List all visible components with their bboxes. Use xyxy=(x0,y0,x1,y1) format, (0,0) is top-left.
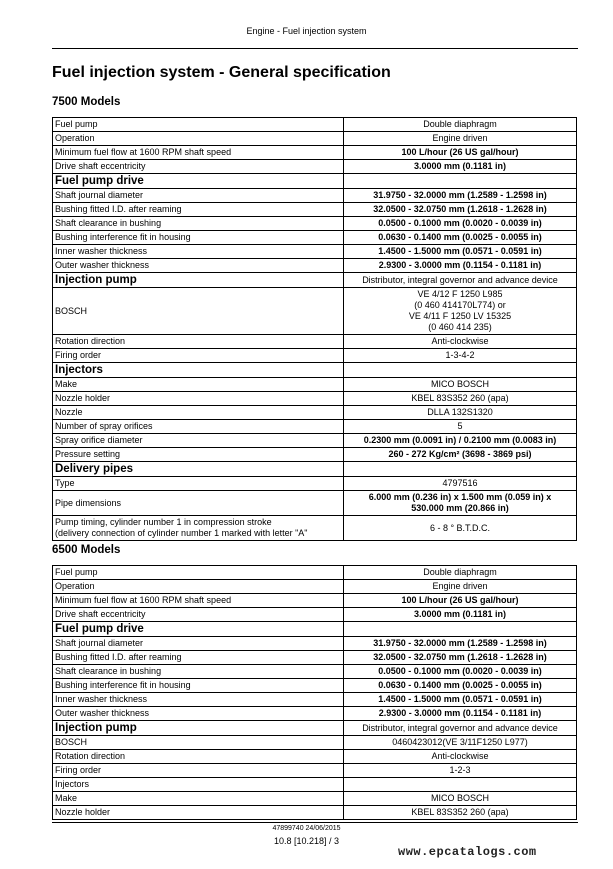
spec-value: 32.0500 - 32.0750 mm (1.2618 - 1.2628 in) xyxy=(344,651,577,665)
spec-row xyxy=(53,146,577,160)
spec-value: 260 - 272 Kg/cm² (3698 - 3869 psi) xyxy=(344,448,577,462)
spec-value: 0.2300 mm (0.0091 in) / 0.2100 mm (0.0083 in) xyxy=(344,434,577,448)
footer-rule xyxy=(52,822,578,823)
spec-label: BOSCH xyxy=(53,736,344,750)
subsection-heading: Injection pump xyxy=(53,273,344,288)
spec-value: KBEL 83S352 260 (apa) xyxy=(344,806,577,820)
spec-value: Anti-clockwise xyxy=(344,750,577,764)
spec-value-line: 530.000 mm (20.866 in) xyxy=(411,503,509,513)
spec-label: Inner washer thickness xyxy=(53,693,344,707)
spec-value: MICO BOSCH xyxy=(344,378,577,392)
spec-label: Fuel pump xyxy=(53,118,344,132)
spec-label: Rotation direction xyxy=(53,335,344,349)
spec-row xyxy=(53,736,577,750)
spec-row xyxy=(53,118,577,132)
spec-label: Drive shaft eccentricity xyxy=(53,160,344,174)
spec-label: Rotation direction xyxy=(53,750,344,764)
spec-label: Make xyxy=(53,792,344,806)
subsection-row xyxy=(53,622,577,637)
spec-value: 3.0000 mm (0.1181 in) xyxy=(344,608,577,622)
spec-row xyxy=(53,778,577,792)
spec-value-line: VE 4/11 F 1250 LV 15325 xyxy=(408,311,512,321)
spec-label: Injectors xyxy=(53,778,344,792)
spec-label: Shaft journal diameter xyxy=(53,637,344,651)
subsection-heading: Delivery pipes xyxy=(53,462,344,477)
spec-row xyxy=(53,288,577,335)
subsection-row xyxy=(53,273,577,288)
spec-row xyxy=(53,637,577,651)
spec-value: KBEL 83S352 260 (apa) xyxy=(344,392,577,406)
spec-label: Nozzle xyxy=(53,406,344,420)
spec-row xyxy=(53,231,577,245)
spec-label-line: Pump timing, cylinder number 1 in compression stroke xyxy=(55,517,272,527)
spec-label: Nozzle holder xyxy=(53,392,344,406)
subsection-heading: Fuel pump drive xyxy=(53,174,344,189)
spec-label: Spray orifice diameter xyxy=(53,434,344,448)
spec-value: MICO BOSCH xyxy=(344,792,577,806)
spec-value: 31.9750 - 32.0000 mm (1.2589 - 1.2598 in) xyxy=(344,189,577,203)
spec-label: Minimum fuel flow at 1600 RPM shaft speed xyxy=(53,146,344,160)
spec-row xyxy=(53,335,577,349)
page-title: Fuel injection system - General specification xyxy=(52,64,391,81)
spec-label: Drive shaft eccentricity xyxy=(53,608,344,622)
spec-value: 2.9300 - 3.0000 mm (0.1154 - 0.1181 in) xyxy=(344,259,577,273)
spec-label: Bushing fitted I.D. after reaming xyxy=(53,203,344,217)
spec-label: BOSCH xyxy=(53,288,344,335)
subsection-heading: Injection pump xyxy=(53,721,344,736)
spec-row xyxy=(53,349,577,363)
spec-value: 2.9300 - 3.0000 mm (0.1154 - 0.1181 in) xyxy=(344,707,577,721)
spec-row xyxy=(53,566,577,580)
spec-value: Engine driven xyxy=(344,132,577,146)
spec-label-line: (delivery connection of cylinder number 1 marked with letter "A" xyxy=(55,528,308,538)
spec-value: Double diaphragm xyxy=(344,566,577,580)
spec-label: Shaft journal diameter xyxy=(53,189,344,203)
spec-label: Fuel pump xyxy=(53,566,344,580)
spec-value: Distributor, integral governor and advance device xyxy=(344,273,577,288)
spec-value xyxy=(344,778,577,792)
spec-row xyxy=(53,651,577,665)
spec-label: Shaft clearance in bushing xyxy=(53,217,344,231)
spec-value-line: (0 460 414 235) xyxy=(428,322,492,332)
spec-row xyxy=(53,434,577,448)
spec-row xyxy=(53,516,577,541)
spec-row xyxy=(53,378,577,392)
spec-value: 0.0500 - 0.1000 mm (0.0020 - 0.0039 in) xyxy=(344,665,577,679)
subsection-row xyxy=(53,174,577,189)
spec-value xyxy=(344,622,577,637)
spec-value xyxy=(344,462,577,477)
spec-row xyxy=(53,217,577,231)
subsection-row xyxy=(53,363,577,378)
spec-value: Distributor, integral governor and advance device xyxy=(344,721,577,736)
spec-row xyxy=(53,693,577,707)
spec-label xyxy=(53,516,344,541)
spec-row xyxy=(53,665,577,679)
spec-value: 0.0630 - 0.1400 mm (0.0025 - 0.0055 in) xyxy=(344,231,577,245)
spec-value: Engine driven xyxy=(344,580,577,594)
spec-value: 100 L/hour (26 US gal/hour) xyxy=(344,146,577,160)
spec-value-line: VE 4/12 F 1250 L985 xyxy=(417,289,503,299)
page-number: 10.8 [10.218] / 3 xyxy=(273,836,340,846)
spec-value xyxy=(344,491,577,516)
spec-label: Bushing interference fit in housing xyxy=(53,231,344,245)
spec-row xyxy=(53,764,577,778)
page-header: Engine - Fuel injection system xyxy=(246,26,367,36)
header-rule xyxy=(52,48,578,49)
spec-value: DLLA 132S1320 xyxy=(344,406,577,420)
spec-row xyxy=(53,189,577,203)
spec-row xyxy=(53,406,577,420)
spec-label: Firing order xyxy=(53,349,344,363)
spec-label: Operation xyxy=(53,132,344,146)
subsection-row xyxy=(53,721,577,736)
spec-value: 1-3-4-2 xyxy=(344,349,577,363)
spec-table-7500 xyxy=(52,117,577,541)
spec-label: Inner washer thickness xyxy=(53,245,344,259)
spec-value xyxy=(344,288,577,335)
spec-value: 3.0000 mm (0.1181 in) xyxy=(344,160,577,174)
spec-row xyxy=(53,792,577,806)
subsection-row xyxy=(53,462,577,477)
section-heading-6500: 6500 Models xyxy=(52,544,121,556)
spec-value: 0460423012(VE 3/11F1250 L977) xyxy=(344,736,577,750)
spec-value: 0.0630 - 0.1400 mm (0.0025 - 0.0055 in) xyxy=(344,679,577,693)
spec-value: 4797516 xyxy=(344,477,577,491)
spec-row xyxy=(53,477,577,491)
spec-row xyxy=(53,160,577,174)
spec-row xyxy=(53,420,577,434)
spec-row xyxy=(53,707,577,721)
spec-row xyxy=(53,245,577,259)
spec-value: 6 - 8 ° B.T.D.C. xyxy=(344,516,577,541)
spec-value-line: (0 460 414170L774) or xyxy=(414,300,506,310)
spec-value: 5 xyxy=(344,420,577,434)
spec-value: 0.0500 - 0.1000 mm (0.0020 - 0.0039 in) xyxy=(344,217,577,231)
spec-label: Type xyxy=(53,477,344,491)
spec-table-6500 xyxy=(52,565,577,820)
section-heading-7500: 7500 Models xyxy=(52,96,121,108)
spec-label: Bushing interference fit in housing xyxy=(53,679,344,693)
spec-row xyxy=(53,608,577,622)
spec-value: 1.4500 - 1.5000 mm (0.0571 - 0.0591 in) xyxy=(344,693,577,707)
spec-label: Bushing fitted I.D. after reaming xyxy=(53,651,344,665)
subsection-heading: Fuel pump drive xyxy=(53,622,344,637)
spec-value: 31.9750 - 32.0000 mm (1.2589 - 1.2598 in) xyxy=(344,637,577,651)
spec-row xyxy=(53,448,577,462)
subsection-heading: Injectors xyxy=(53,363,344,378)
spec-value xyxy=(344,363,577,378)
spec-value: 32.0500 - 32.0750 mm (1.2618 - 1.2628 in) xyxy=(344,203,577,217)
spec-label: Firing order xyxy=(53,764,344,778)
spec-label: Minimum fuel flow at 1600 RPM shaft speed xyxy=(53,594,344,608)
spec-value-line: 6.000 mm (0.236 in) x 1.500 mm (0.059 in) x xyxy=(368,492,552,502)
spec-value: 100 L/hour (26 US gal/hour) xyxy=(344,594,577,608)
spec-row xyxy=(53,750,577,764)
spec-label: Pressure setting xyxy=(53,448,344,462)
spec-value: Double diaphragm xyxy=(344,118,577,132)
spec-row xyxy=(53,594,577,608)
spec-label: Outer washer thickness xyxy=(53,259,344,273)
spec-value: Anti-clockwise xyxy=(344,335,577,349)
spec-label: Nozzle holder xyxy=(53,806,344,820)
spec-label: Shaft clearance in bushing xyxy=(53,665,344,679)
spec-value: 1-2-3 xyxy=(344,764,577,778)
spec-label: Operation xyxy=(53,580,344,594)
spec-value xyxy=(344,174,577,189)
document-reference: 47899740 24/06/2015 xyxy=(272,825,341,832)
spec-label: Outer washer thickness xyxy=(53,707,344,721)
watermark: www.epcatalogs.com xyxy=(398,845,537,859)
spec-label: Number of spray orifices xyxy=(53,420,344,434)
spec-row xyxy=(53,806,577,820)
spec-label: Make xyxy=(53,378,344,392)
spec-label: Pipe dimensions xyxy=(53,491,344,516)
spec-row xyxy=(53,259,577,273)
spec-row xyxy=(53,132,577,146)
spec-row xyxy=(53,679,577,693)
spec-row xyxy=(53,580,577,594)
spec-row xyxy=(53,491,577,516)
spec-value: 1.4500 - 1.5000 mm (0.0571 - 0.0591 in) xyxy=(344,245,577,259)
spec-row xyxy=(53,392,577,406)
spec-row xyxy=(53,203,577,217)
